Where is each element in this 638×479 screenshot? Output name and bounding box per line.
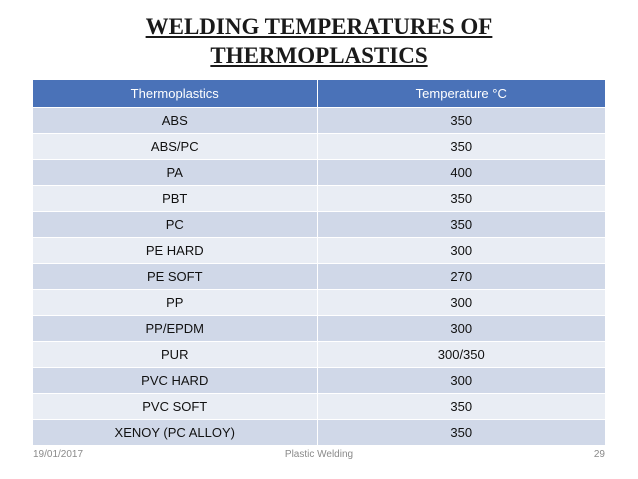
footer-page-number: 29	[593, 449, 605, 460]
material-cell: PE SOFT	[33, 263, 317, 289]
table-header-row	[33, 80, 605, 107]
table-row	[33, 289, 605, 315]
material-cell: PVC SOFT	[33, 393, 317, 419]
slide-title	[0, 12, 638, 70]
table-row	[33, 341, 605, 367]
table-row	[33, 419, 605, 445]
table-row	[33, 159, 605, 185]
temperature-cell: 270	[317, 263, 605, 289]
column-header-temperature: Temperature °C	[317, 80, 605, 107]
table-row	[33, 107, 605, 133]
material-cell: XENOY (PC ALLOY)	[33, 419, 317, 445]
temperature-cell: 350	[317, 419, 605, 445]
temperature-cell: 350	[317, 211, 605, 237]
temperature-cell: 300	[317, 315, 605, 341]
material-cell: PVC HARD	[33, 367, 317, 393]
temperature-cell: 300	[317, 237, 605, 263]
table-row	[33, 237, 605, 263]
temperature-cell: 350	[317, 393, 605, 419]
footer-date: 19/01/2017	[33, 449, 84, 460]
footer-title: Plastic Welding	[284, 449, 354, 460]
table-row	[33, 263, 605, 289]
material-cell: PP/EPDM	[33, 315, 317, 341]
temperature-cell: 350	[317, 133, 605, 159]
material-cell: PC	[33, 211, 317, 237]
table-row	[33, 367, 605, 393]
table-row	[33, 133, 605, 159]
table-row	[33, 211, 605, 237]
temperature-cell: 400	[317, 159, 605, 185]
material-cell: PA	[33, 159, 317, 185]
column-header-thermoplastics: Thermoplastics	[33, 80, 317, 107]
temperature-table	[33, 80, 605, 446]
material-cell: ABS/PC	[33, 133, 317, 159]
slide-title-line-1: WELDING TEMPERATURES OF	[145, 14, 493, 39]
material-cell: PP	[33, 289, 317, 315]
material-cell: PBT	[33, 185, 317, 211]
temperature-cell: 350	[317, 185, 605, 211]
material-cell: PE HARD	[33, 237, 317, 263]
table-row	[33, 393, 605, 419]
temperature-cell: 300	[317, 289, 605, 315]
table-row	[33, 185, 605, 211]
material-cell: ABS	[33, 107, 317, 133]
table-row	[33, 315, 605, 341]
temperature-cell: 300/350	[317, 341, 605, 367]
material-cell: PUR	[33, 341, 317, 367]
temperature-cell: 300	[317, 367, 605, 393]
slide-title-line-2: THERMOPLASTICS	[210, 43, 428, 68]
temperature-cell: 350	[317, 107, 605, 133]
